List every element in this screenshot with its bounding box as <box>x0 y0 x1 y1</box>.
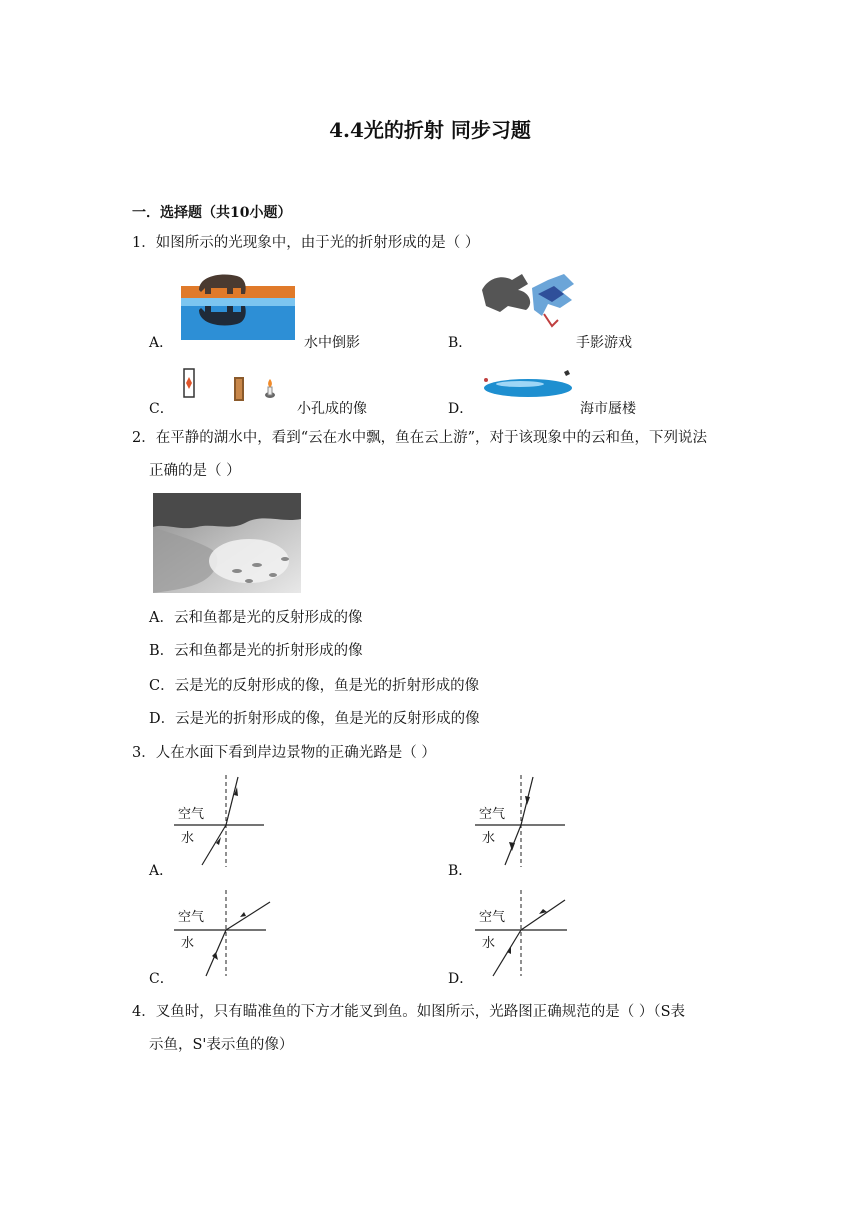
q1-option-b-caption: 手影游戏 <box>576 335 632 351</box>
q1-image-c <box>178 365 288 405</box>
q3d-air-label: 空气 <box>479 910 506 925</box>
q3-option-c-letter: C． <box>149 971 174 987</box>
page-title: 4.4光的折射 同步习题 <box>329 118 531 142</box>
q3a-water-label: 水 <box>181 831 195 846</box>
q3d-water-label: 水 <box>482 936 496 951</box>
q1-option-c-letter: C． <box>149 401 174 417</box>
q3b-water-label: 水 <box>482 831 496 846</box>
question-3-stem: 3．人在水面下看到岸边景物的正确光路是（ ） <box>132 745 436 761</box>
q2-option-c: C．云是光的反射形成的像，鱼是光的折射形成的像 <box>149 678 480 694</box>
question-2-stem-line2: 正确的是（ ） <box>149 463 241 479</box>
question-1-stem: 1．如图所示的光现象中，由于光的折射形成的是（ ） <box>132 235 480 251</box>
q3a-air-label: 空气 <box>178 807 205 822</box>
q3-diagram-c <box>174 890 274 978</box>
q3-option-d-letter: D． <box>448 971 474 987</box>
q3-option-b-letter: B． <box>448 863 473 879</box>
q2-option-a: A．云和鱼都是光的反射形成的像 <box>149 610 363 626</box>
q2-lake-image <box>153 493 301 593</box>
question-4-stem-line2: 示鱼，S'表示鱼的像） <box>149 1037 294 1053</box>
q3-diagram-d <box>475 890 575 978</box>
q1-option-a-letter: A． <box>149 335 174 351</box>
q3c-water-label: 水 <box>181 936 195 951</box>
question-2-stem-line1: 2．在平静的湖水中，看到“云在水中飘，鱼在云上游”，对于该现象中的云和鱼，下列说法 <box>132 430 708 446</box>
q1-image-d <box>480 368 576 412</box>
question-4-stem-line1: 4．叉鱼时，只有瞄准鱼的下方才能叉到鱼。如图所示，光路图正确规范的是（ ）（S表 <box>132 1004 686 1020</box>
q3-option-a-letter: A． <box>149 863 174 879</box>
q1-option-d-letter: D． <box>448 401 474 417</box>
q1-option-a-caption: 水中倒影 <box>304 335 360 351</box>
q1-image-a <box>181 268 295 340</box>
q1-option-d-caption: 海市蜃楼 <box>580 401 636 417</box>
q2-option-d: D．云是光的折射形成的像，鱼是光的反射形成的像 <box>149 711 480 727</box>
q1-image-b <box>478 270 578 332</box>
q1-option-c-caption: 小孔成的像 <box>297 401 367 417</box>
q3b-air-label: 空气 <box>479 807 506 822</box>
q3-diagram-a <box>174 775 266 867</box>
q3c-air-label: 空气 <box>178 910 205 925</box>
q3-diagram-b <box>475 775 567 867</box>
section-heading: 一．选择题（共10小题） <box>132 205 292 221</box>
q1-option-b-letter: B． <box>448 335 473 351</box>
q2-option-b: B．云和鱼都是光的折射形成的像 <box>149 643 363 659</box>
